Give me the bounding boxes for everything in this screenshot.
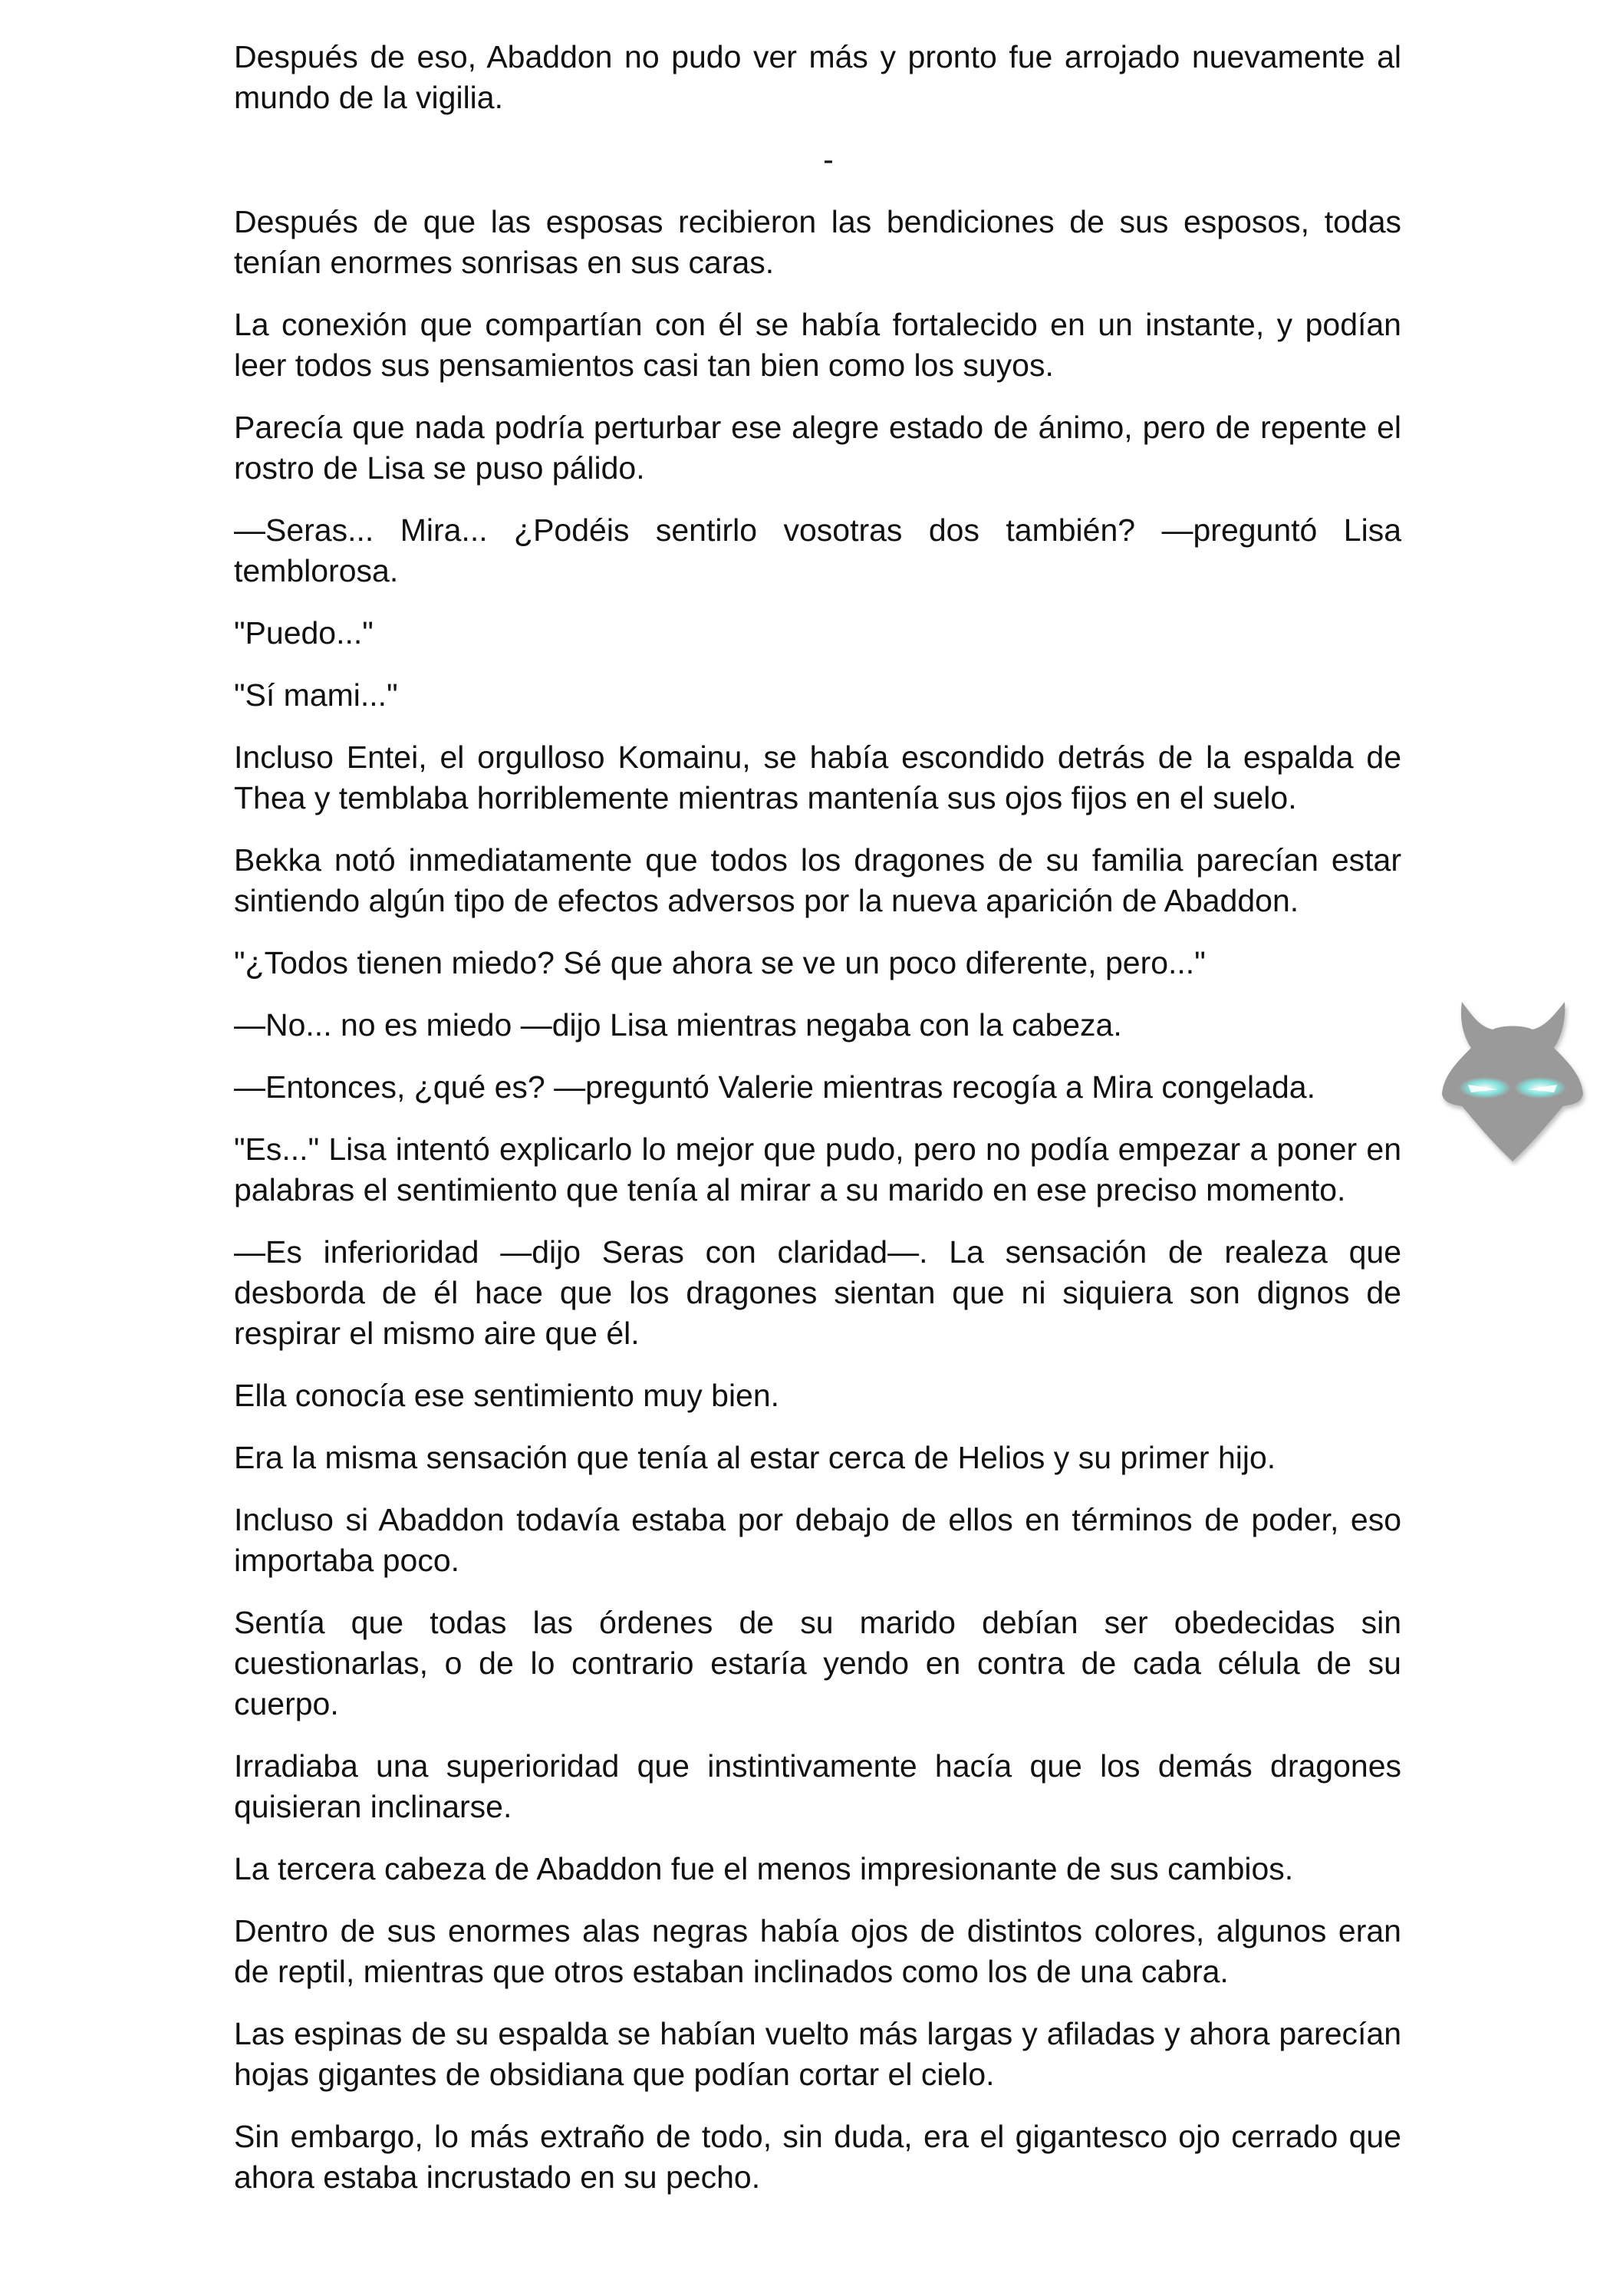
paragraph-19: Irradiaba una superioridad que instintivamente hacía que los demás dragones quisieran inclinarse. (234, 1748, 1401, 1824)
paragraph-20: La tercera cabeza de Abaddon fue el menos impresionante de sus cambios. (234, 1851, 1294, 1886)
paragraph-13: "Es..." Lisa intentó explicarlo lo mejor que pudo, pero no podía empezar a poner en palabras el sentimiento que tenía al mirar a su marido en ese preciso momento. (234, 1132, 1401, 1207)
paragraph-9: Bekka notó inmediatamente que todos los dragones de su familia parecían estar sintiendo algún tipo de efectos adversos por la nueva aparición de Abaddon. (234, 842, 1401, 918)
scene-separator: - (823, 142, 834, 177)
horned-demon-head-icon (1437, 996, 1588, 1166)
paragraph-1: Después de eso, Abaddon no pudo ver más y pronto fue arrojado nuevamente al mundo de la vigilia. (234, 39, 1401, 115)
paragraph-15: Ella conocía ese sentimiento muy bien. (234, 1378, 780, 1413)
paragraph-18: Sentía que todas las órdenes de su marido debían ser obedecidas sin cuestionarlas, o de lo contrario estaría yendo en contra de cada célula de su cuerpo. (234, 1605, 1401, 1721)
paragraph-16: Era la misma sensación que tenía al estar cerca de Helios y su primer hijo. (234, 1440, 1276, 1475)
paragraph-5: —Seras... Mira... ¿Podéis sentirlo vosotras dos también? —preguntó Lisa temblorosa. (234, 512, 1401, 588)
paragraph-23: Sin embargo, lo más extraño de todo, sin duda, era el gigantesco ojo cerrado que ahora estaba incrustado en su pecho. (234, 2119, 1401, 2195)
paragraph-7: "Sí mami..." (234, 677, 398, 713)
paragraph-12: —Entonces, ¿qué es? —preguntó Valerie mientras recogía a Mira congelada. (234, 1069, 1315, 1105)
paragraph-8: Incluso Entei, el orgulloso Komainu, se había escondido detrás de la espalda de Thea y temblaba horriblemente mientras mantenía sus ojos fijos en el suelo. (234, 740, 1401, 815)
paragraph-2: Después de que las esposas recibieron las bendiciones de sus esposos, todas tenían enormes sonrisas en sus caras. (234, 204, 1401, 280)
paragraph-14: —Es inferioridad —dijo Seras con claridad—. La sensación de realeza que desborda de él hace que los dragones sientan que ni siquiera son dignos de respirar el mismo aire que él. (234, 1234, 1401, 1351)
paragraph-3: La conexión que compartían con él se había fortalecido en un instante, y podían leer todos sus pensamientos casi tan bien como los suyos. (234, 307, 1401, 383)
paragraph-17: Incluso si Abaddon todavía estaba por debajo de ellos en términos de poder, eso importaba poco. (234, 1502, 1401, 1578)
paragraph-10: "¿Todos tienen miedo? Sé que ahora se ve un poco diferente, pero..." (234, 945, 1206, 980)
paragraph-21: Dentro de sus enormes alas negras había ojos de distintos colores, algunos eran de reptil, mientras que otros estaban inclinados como los de una cabra. (234, 1913, 1401, 1989)
paragraph-6: "Puedo..." (234, 615, 374, 651)
paragraph-22: Las espinas de su espalda se habían vuelto más largas y afiladas y ahora parecían hojas gigantes de obsidiana que podían cortar el cielo. (234, 2016, 1401, 2092)
paragraph-4: Parecía que nada podría perturbar ese alegre estado de ánimo, pero de repente el rostro de Lisa se puso pálido. (234, 410, 1401, 486)
document-body (234, 37, 1401, 2219)
paragraph-11: —No... no es miedo —dijo Lisa mientras negaba con la cabeza. (234, 1007, 1122, 1043)
